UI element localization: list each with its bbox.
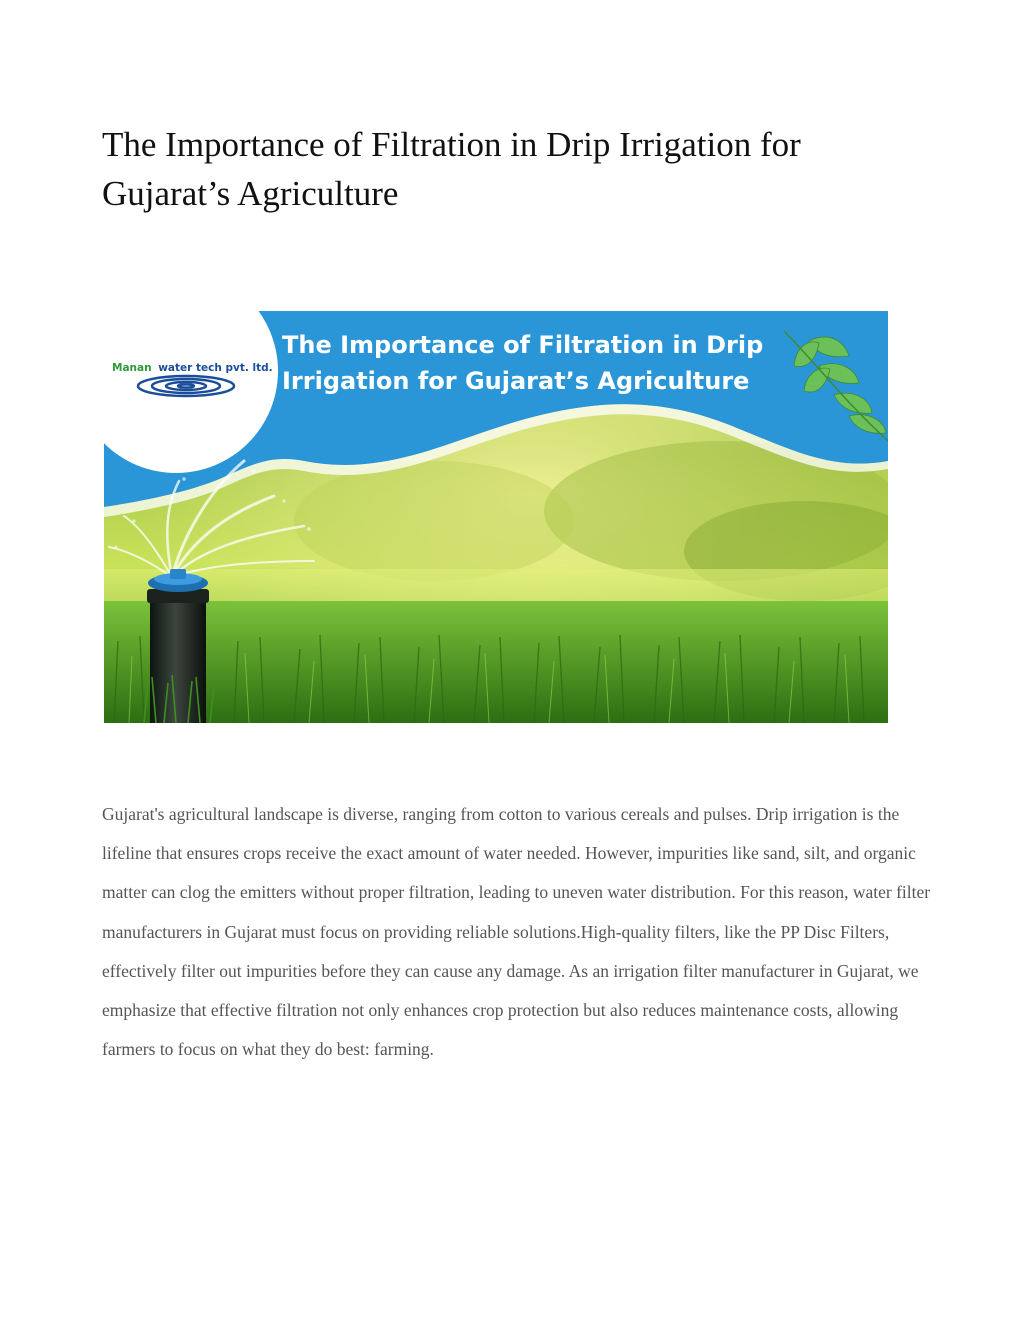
banner-headline-line1: The Importance of Filtration in Drip [282,331,764,359]
body-paragraph: Gujarat's agricultural landscape is diverse, ranging from cotton to various cereals and pulses. Drip irrigation is the lifeline that ensures crops receive the exact amount of water needed. However, impurities like sand, silt, and organic matter can clog the emitters without proper filtration, leading to uneven water distribution. For this reason, water filter manufacturers in Gujarat must focus on providing reliable solutions.High-quality filters, like the PP Disc Filters, effectively filter out impurities before they can cause any damage. As an irrigation filter manufacturer in Gujarat, we emphasize that effective filtration not only enhances crop protection but also reduces maintenance costs, allowing farmers to focus on what they do best: farming. [102,804,931,1060]
banner-headline-line2: Irrigation for Gujarat’s Agriculture [282,367,750,395]
logo-text [112,362,273,374]
logo-word-manan: Manan [112,362,152,374]
banner-graphic [104,311,888,723]
logo-word-rest: water tech pvt. ltd. [158,362,273,374]
sprinkler-icon [147,569,209,723]
page-title: The Importance of Filtration in Drip Irrigation for Gujarat’s Agriculture [102,125,801,213]
hero-banner-image [104,311,888,723]
